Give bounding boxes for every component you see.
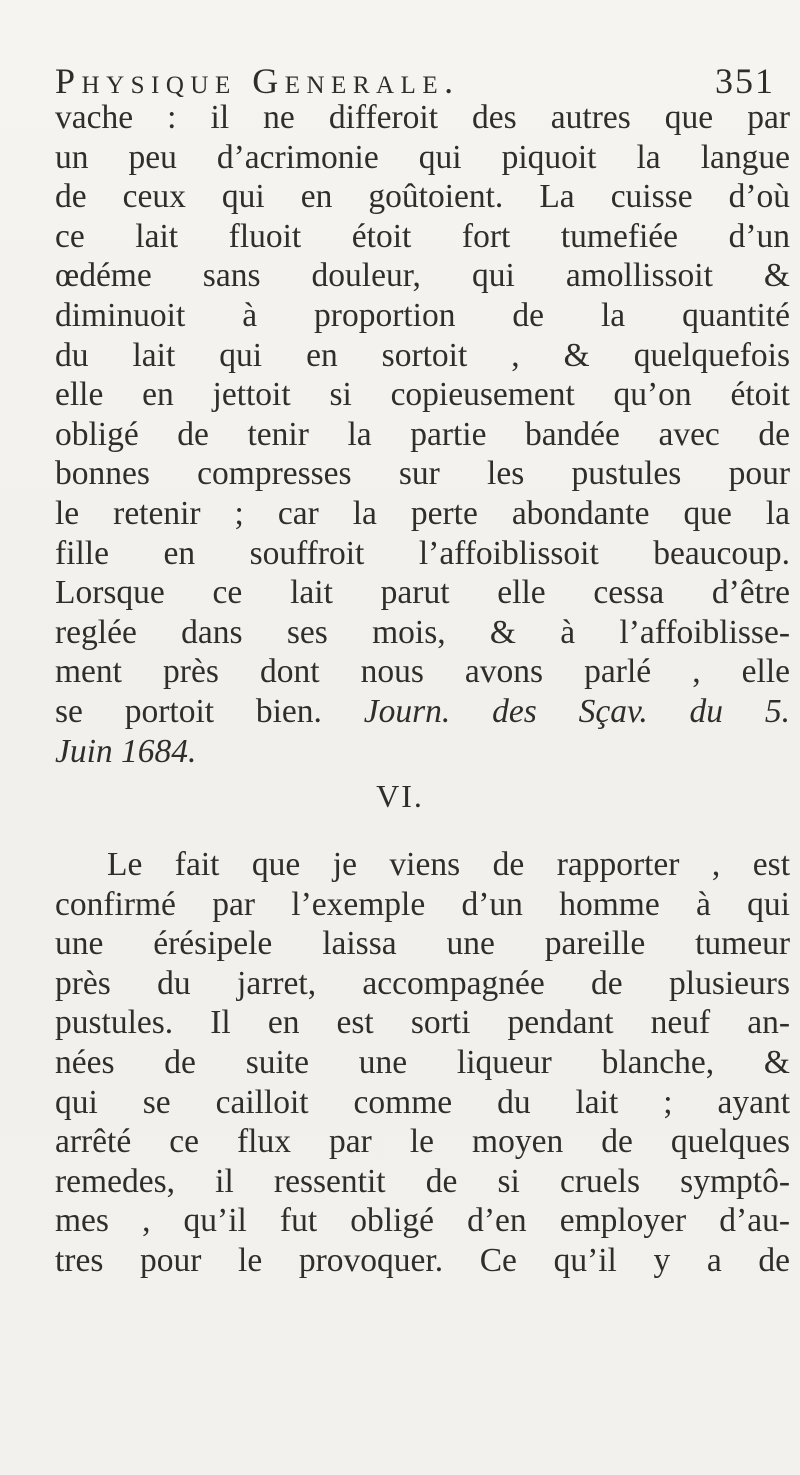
text-line: reglée dans ses mois, & à l’affoiblisse- <box>55 613 790 651</box>
text-line: elle en jettoit si copieusement qu’on étoit <box>55 376 790 414</box>
citation-journal: Journ. des Sçav. du 5. <box>363 692 790 730</box>
paragraph-2 <box>55 845 790 1281</box>
citation-date-line <box>55 732 790 772</box>
text-line: le retenir ; car la perte abondante que la <box>55 494 790 532</box>
citation-date: Juin 1684. <box>55 732 197 770</box>
text-line: vache : il ne differoit des autres que par <box>55 99 790 136</box>
text-line: arrêté ce flux par le moyen de quelques <box>55 1123 790 1161</box>
text-line: ment près dont nous avons parlé , elle <box>55 653 790 691</box>
section-heading: VI. <box>376 778 424 814</box>
paragraph-1 <box>55 98 790 771</box>
text-line: diminuoit à proportion de la quantité <box>55 296 790 334</box>
text-line: une érésipele laissa une pareille tumeur <box>55 925 790 963</box>
text-line: du lait qui en sortoit , & quelquefois <box>55 336 790 374</box>
text-line-with-citation <box>55 692 790 732</box>
text-line: pustules. Il en est sorti pendant neuf an- <box>55 1004 790 1042</box>
text-line: ce lait fluoit étoit fort tumefiée d’un <box>55 217 790 255</box>
text-line: nées de suite une liqueur blanche, & <box>55 1043 790 1081</box>
text-line: Le fait que je viens de rapporter , est <box>107 846 790 883</box>
running-head <box>55 60 775 100</box>
text-line: Lorsque ce lait parut elle cessa d’être <box>55 574 790 612</box>
running-head-title: Physique Generale. <box>55 61 460 101</box>
text-line: fille en souffroit l’affoiblissoit beaucoup. <box>55 534 790 572</box>
text-line: mes , qu’il fut obligé d’en employer d’au- <box>55 1202 790 1240</box>
text-line: confirmé par l’exemple d’un homme à qui <box>55 885 790 923</box>
text-line: de ceux qui en goûtoient. La cuisse d’où <box>55 178 790 216</box>
text-line: tres pour le provoquer. Ce qu’il y a de <box>55 1241 790 1279</box>
text-line: bonnes compresses sur les pustules pour <box>55 455 790 493</box>
text-line: près du jarret, accompagnée de plusieurs <box>55 964 790 1002</box>
text-fragment: se portoit bien. <box>55 692 322 730</box>
text-line: remedes, il ressentit de si cruels symptô- <box>55 1162 790 1200</box>
page-number: 351 <box>715 61 775 101</box>
text-line: obligé de tenir la partie bandée avec de <box>55 415 790 453</box>
text-line: œdéme sans douleur, qui amollissoit & <box>55 257 790 295</box>
text-line: qui se cailloit comme du lait ; ayant <box>55 1083 790 1121</box>
text-line: un peu d’acrimonie qui piquoit la langue <box>55 138 790 176</box>
